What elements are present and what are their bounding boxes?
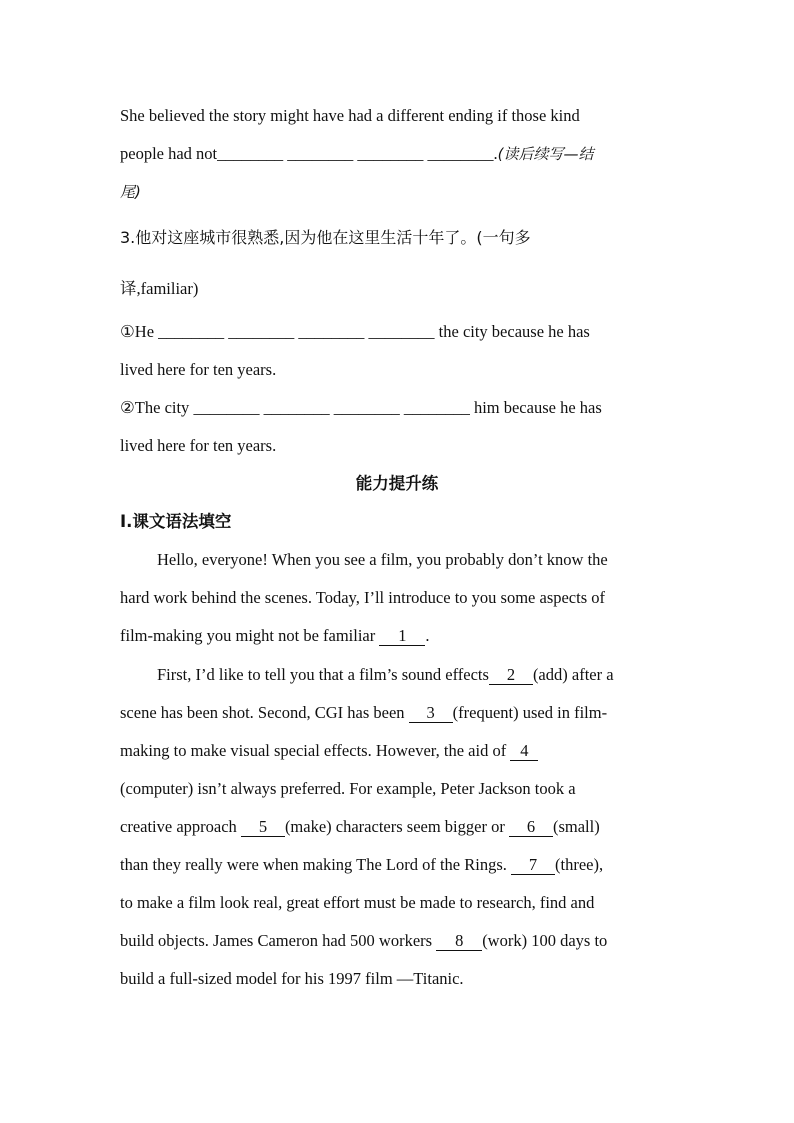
item2-lead: people had not [120, 144, 218, 163]
passage-p2-line-6 [120, 855, 603, 875]
passage-text: (frequent) used in film- [452, 703, 608, 722]
passage-text: than they really were when making The Lord of the Rings. [120, 855, 507, 874]
sentence-2-lead: ②The city [120, 398, 190, 417]
item3-sentence-2 [120, 398, 602, 418]
passage-text: making to make visual special effects. However, the aid of [120, 741, 507, 760]
blank-1[interactable]: 1 [379, 627, 425, 646]
passage-text: (three), [555, 855, 604, 874]
blank-3[interactable]: 3 [409, 704, 453, 723]
passage-p2-line-4 [120, 779, 576, 799]
item3-prompt: 3.他对这座城市很熟悉,因为他在这里生活十年了。(一句多 [120, 228, 531, 247]
item3-prompt-line-1 [120, 228, 531, 248]
item3-prompt-tail: 译,familiar) [120, 279, 199, 298]
passage-p1-line-1 [157, 550, 608, 570]
passage-text: . [425, 626, 430, 645]
passage-p2-line-3 [120, 741, 538, 761]
passage-p2-line-1 [157, 665, 614, 685]
blank-4[interactable]: 4 [510, 742, 538, 761]
passage-text: build a full-sized model for his 1997 film —Titanic. [120, 969, 464, 988]
part-title: Ⅰ.课文语法填空 [120, 512, 232, 531]
passage-text: (add) after a [532, 665, 614, 684]
blank-6[interactable]: 6 [509, 818, 553, 837]
blank-2[interactable]: 2 [489, 666, 533, 685]
sentence-2-blanks[interactable]: ________ ________ ________ ________ [193, 398, 470, 417]
blank-7[interactable]: 7 [511, 856, 555, 875]
section-title: 能力提升练 [355, 474, 439, 493]
item2-line-2 [120, 144, 594, 164]
passage-text: (computer) isn’t always preferred. For example, Peter Jackson took a [120, 779, 576, 798]
item2-line-1 [120, 106, 580, 126]
passage-p2-line-5 [120, 817, 600, 837]
passage-p2-line-9 [120, 969, 464, 989]
blank-5[interactable]: 5 [241, 818, 285, 837]
passage-p1-line-3 [120, 626, 430, 646]
passage-text: (make) characters seem bigger or [284, 817, 505, 836]
sentence-1-cont: lived here for ten years. [120, 360, 277, 379]
sentence-1-lead: ①He [120, 322, 155, 341]
sentence-1-blanks[interactable]: ________ ________ ________ ________ [158, 322, 435, 341]
passage-text: (work) 100 days to [482, 931, 608, 950]
item3-sentence-2-cont [120, 436, 276, 456]
sentence-2-cont: lived here for ten years. [120, 436, 277, 455]
item2-tag: (读后续写—结 [497, 145, 594, 163]
item2-text: She believed the story might have had a different ending if those kind [120, 106, 580, 125]
item3-prompt-line-2 [120, 279, 198, 299]
item3-sentence-1 [120, 322, 590, 342]
passage-p2-line-8 [120, 931, 607, 951]
passage-text: build objects. James Cameron had 500 workers [120, 931, 433, 950]
passage-text: (small) [552, 817, 600, 836]
item2-line-3 [120, 182, 141, 202]
passage-text: First, I’d like to tell you that a film’s sound effects [157, 665, 489, 684]
item3-sentence-1-cont [120, 360, 276, 380]
passage-p2-line-7 [120, 893, 594, 913]
passage-text: to make a film look real, great effort must be made to research, find and [120, 893, 595, 912]
sentence-1-tail: the city because he has [438, 322, 590, 341]
item2-tag-close: 尾) [120, 183, 141, 201]
passage-p1-line-2 [120, 588, 605, 608]
passage-text: scene has been shot. Second, CGI has been [120, 703, 405, 722]
passage-text: Hello, everyone! When you see a film, you probably don’t know the [157, 550, 608, 569]
passage-p2-line-2 [120, 703, 607, 723]
item2-tail: . [493, 144, 498, 163]
passage-text: hard work behind the scenes. Today, I’ll introduce to you some aspects of [120, 588, 606, 607]
passage-text: creative approach [120, 817, 237, 836]
blank-8[interactable]: 8 [436, 932, 482, 951]
sentence-2-tail: him because he has [473, 398, 602, 417]
item2-blanks[interactable]: ________ ________ ________ ________ [217, 144, 494, 163]
passage-text: film-making you might not be familiar [120, 626, 376, 645]
